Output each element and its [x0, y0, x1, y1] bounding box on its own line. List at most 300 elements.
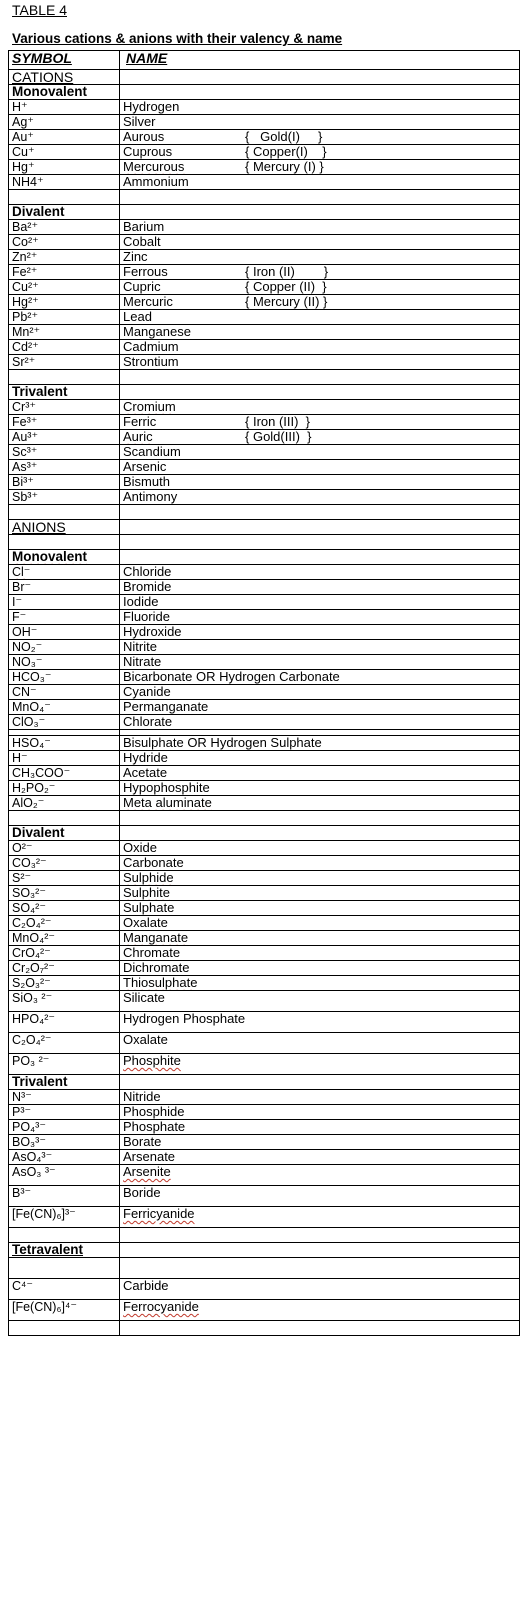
name-cell: [120, 715, 520, 730]
name-wrap: [123, 1054, 517, 1068]
name-cell: [120, 1120, 520, 1135]
name-text: Bromide: [123, 579, 172, 594]
name-text: Silicate: [123, 990, 165, 1005]
symbol-cell: [9, 220, 120, 235]
symbol-text: Cd²⁺: [12, 340, 39, 354]
symbol-cell: [9, 325, 120, 340]
table-row: [9, 220, 520, 235]
table-row: [9, 595, 520, 610]
symbol-cell: [9, 1150, 120, 1165]
name-cell: [120, 145, 520, 160]
name-text: Arsenate: [123, 1149, 176, 1164]
name-text: Permanganate: [123, 699, 209, 714]
symbol-text: Cr³⁺: [12, 400, 36, 414]
symbol-cell: [9, 916, 120, 931]
symbol-text: ClO₃⁻: [12, 715, 46, 729]
table-row: [9, 1090, 520, 1105]
name-text: Cadmium: [123, 339, 179, 354]
symbol-text: S²⁻: [12, 871, 32, 885]
symbol-text: Zn²⁺: [12, 250, 38, 264]
name-wrap: [123, 310, 517, 324]
name-cell: [120, 235, 520, 250]
name-text: Antimony: [123, 489, 178, 504]
table-row: [9, 751, 520, 766]
table-row: [9, 1207, 520, 1228]
name-cell: [120, 295, 520, 310]
name-cell: [120, 916, 520, 931]
name-text: Hydrogen Phosphate: [123, 1011, 246, 1026]
name-cell: [120, 1105, 520, 1120]
symbol-cell: [9, 625, 120, 640]
name-cell: [120, 856, 520, 871]
table-row: [9, 736, 520, 751]
name-text: Bismuth: [123, 474, 170, 489]
name-wrap: [123, 1012, 517, 1026]
name-text: Sulphide: [123, 870, 174, 885]
group-row: [9, 385, 520, 400]
symbol-text: H⁺: [12, 100, 28, 114]
name-wrap: [123, 220, 517, 234]
name-cell: [120, 751, 520, 766]
table-row: [9, 871, 520, 886]
group-row: [9, 826, 520, 841]
symbol-text: MnO₄⁻: [12, 700, 51, 714]
symbol-text: Trivalent: [12, 1074, 68, 1089]
symbol-cell: [9, 70, 120, 85]
symbol-cell: [9, 385, 120, 400]
name-wrap: [123, 946, 517, 960]
name-text: Manganate: [123, 930, 189, 945]
symbol-cell: [9, 490, 120, 505]
symbol-cell: [9, 1321, 120, 1336]
name-cell: [120, 520, 520, 535]
symbol-cell: [9, 1120, 120, 1135]
table-row: [9, 781, 520, 796]
name-text: Sulphite: [123, 885, 170, 900]
symbol-cell: [9, 811, 120, 826]
name-cell: [120, 280, 520, 295]
name-cell: [120, 991, 520, 1012]
name-cell: [120, 1258, 520, 1279]
section-row: [9, 70, 520, 85]
table-row: [9, 1186, 520, 1207]
name-cell: [120, 325, 520, 340]
symbol-cell: [9, 235, 120, 250]
name-wrap: [123, 916, 517, 930]
name-text: Manganese: [123, 324, 191, 339]
name-wrap: [123, 976, 517, 990]
alternate-name: { Copper(I) }: [245, 144, 327, 159]
name-wrap: [123, 580, 517, 594]
name-cell: [120, 811, 520, 826]
symbol-text: C₂O₄²⁻: [12, 1033, 52, 1047]
symbol-cell: [9, 1105, 120, 1120]
symbol-text: SiO₃ ²⁻: [12, 991, 53, 1005]
symbol-cell: [9, 115, 120, 130]
name-text: Auric: [123, 429, 153, 444]
name-cell: [120, 130, 520, 145]
blank-row: [9, 190, 520, 205]
symbol-text: Pb²⁺: [12, 310, 39, 324]
name-wrap: [123, 460, 517, 474]
name-cell: [120, 946, 520, 961]
table-caption: Various cations & anions with their valency & name: [12, 31, 343, 46]
name-cell: [120, 670, 520, 685]
symbol-cell: [9, 130, 120, 145]
symbol-cell: [9, 460, 120, 475]
name-text: Ferrocyanide: [123, 1299, 199, 1314]
name-wrap: [123, 1300, 517, 1314]
symbol-text: Cl⁻: [12, 565, 31, 579]
blank-row: [9, 370, 520, 385]
table-row: [9, 946, 520, 961]
name-cell: [120, 961, 520, 976]
name-text: Zinc: [123, 249, 148, 264]
name-text: Ferric: [123, 414, 157, 429]
symbol-cell: [9, 976, 120, 991]
name-cell: [120, 220, 520, 235]
symbol-text: PO₃ ²⁻: [12, 1054, 50, 1068]
name-text: Oxalate: [123, 915, 168, 930]
symbol-text: Trivalent: [12, 384, 68, 399]
table-row: [9, 1300, 520, 1321]
symbol-text: Fe³⁺: [12, 415, 38, 429]
table-row: [9, 355, 520, 370]
symbol-text: AsO₃ ³⁻: [12, 1165, 56, 1179]
table-row: [9, 841, 520, 856]
symbol-text: Monovalent: [12, 549, 88, 564]
symbol-cell: [9, 265, 120, 280]
table-row: [9, 160, 520, 175]
name-cell: [120, 1228, 520, 1243]
name-cell: [120, 265, 520, 280]
table-row: [9, 700, 520, 715]
name-wrap: [123, 280, 517, 294]
name-text: Hydride: [123, 750, 168, 765]
name-cell: [120, 475, 520, 490]
name-cell: [120, 1012, 520, 1033]
name-wrap: [123, 430, 517, 444]
name-cell: [120, 700, 520, 715]
symbol-text: AsO₄³⁻: [12, 1150, 53, 1164]
symbol-cell: [9, 475, 120, 490]
table-row: [9, 1105, 520, 1120]
symbol-cell: [9, 1075, 120, 1090]
name-wrap: [123, 886, 517, 900]
name-cell: [120, 655, 520, 670]
table-row: [9, 415, 520, 430]
name-text: Chromate: [123, 945, 181, 960]
symbol-text: PO₄³⁻: [12, 1120, 46, 1134]
symbol-text: BO₃³⁻: [12, 1135, 46, 1149]
name-cell: [120, 826, 520, 841]
name-text: Carbonate: [123, 855, 184, 870]
symbol-cell: [9, 1033, 120, 1054]
table-row: [9, 1120, 520, 1135]
name-text: Bisulphate OR Hydrogen Sulphate: [123, 735, 322, 750]
symbol-text: As³⁺: [12, 460, 38, 474]
name-wrap: [123, 415, 517, 429]
name-cell: [120, 1207, 520, 1228]
name-wrap: [123, 295, 517, 309]
symbol-cell: [9, 856, 120, 871]
name-cell: [120, 250, 520, 265]
name-wrap: [123, 175, 517, 189]
symbol-cell: [9, 610, 120, 625]
symbol-text: CH₃COO⁻: [12, 766, 71, 780]
blank-row: [9, 1321, 520, 1336]
symbol-cell: [9, 826, 120, 841]
symbol-cell: [9, 160, 120, 175]
name-text: Strontium: [123, 354, 179, 369]
table-row: [9, 655, 520, 670]
table-row: [9, 145, 520, 160]
name-text: Cyanide: [123, 684, 171, 699]
symbol-cell: [9, 841, 120, 856]
table-row: [9, 1135, 520, 1150]
section-row: [9, 1243, 520, 1258]
name-cell: [120, 1243, 520, 1258]
symbol-cell: [9, 715, 120, 730]
symbol-text: NH4⁺: [12, 175, 44, 189]
symbol-cell: [9, 370, 120, 385]
symbol-text: Au³⁺: [12, 430, 39, 444]
blank-row: [9, 811, 520, 826]
name-cell: [120, 490, 520, 505]
name-wrap: [123, 490, 517, 504]
name-wrap: [123, 901, 517, 915]
name-cell: [120, 1075, 520, 1090]
table-row: [9, 991, 520, 1012]
name-cell: [120, 445, 520, 460]
table-title: TABLE 4: [12, 2, 67, 18]
name-cell: [120, 175, 520, 190]
table-row: [9, 976, 520, 991]
symbol-cell: [9, 1300, 120, 1321]
name-wrap: [123, 400, 517, 414]
alternate-name: { Copper (II) }: [245, 279, 327, 294]
symbol-text: NO₃⁻: [12, 655, 43, 669]
name-text: Fluoride: [123, 609, 170, 624]
symbol-text: Fe²⁺: [12, 265, 38, 279]
name-wrap: [123, 235, 517, 249]
name-wrap: [123, 160, 517, 174]
symbol-cell: [9, 550, 120, 565]
table-row: [9, 640, 520, 655]
name-wrap: [123, 130, 517, 144]
symbol-text: Cr₂O₇²⁻: [12, 961, 55, 975]
table-row: [9, 1258, 520, 1279]
name-text: Ferrous: [123, 264, 168, 279]
name-wrap: [123, 565, 517, 579]
table-row: [9, 265, 520, 280]
name-cell: [120, 355, 520, 370]
table-row: [9, 430, 520, 445]
name-text: Ferricyanide: [123, 1206, 195, 1221]
symbol-text: B³⁻: [12, 1186, 32, 1200]
name-text: Arsenite: [123, 1164, 171, 1179]
name-wrap: [123, 871, 517, 885]
name-wrap: [123, 1090, 517, 1104]
table-row: [9, 280, 520, 295]
name-cell: [120, 550, 520, 565]
table-row: [9, 670, 520, 685]
table-row: [9, 1054, 520, 1075]
name-cell: [120, 115, 520, 130]
table-row: [9, 961, 520, 976]
table-row: [9, 685, 520, 700]
name-wrap: [123, 475, 517, 489]
name-text: Borate: [123, 1134, 162, 1149]
symbol-cell: [9, 886, 120, 901]
name-text: Silver: [123, 114, 156, 129]
group-row: [9, 550, 520, 565]
name-cell: [120, 430, 520, 445]
name-cell: [120, 565, 520, 580]
name-wrap: [123, 736, 517, 750]
symbol-cell: [9, 670, 120, 685]
name-cell: [120, 625, 520, 640]
symbol-text: Hg²⁺: [12, 295, 39, 309]
symbol-cell: [9, 190, 120, 205]
table-row: [9, 175, 520, 190]
symbol-cell: [9, 295, 120, 310]
symbol-cell: [9, 355, 120, 370]
symbol-cell: [9, 931, 120, 946]
symbol-text: Cu⁺: [12, 145, 35, 159]
symbol-text: Sr²⁺: [12, 355, 36, 369]
name-cell: [120, 310, 520, 325]
name-text: Lead: [123, 309, 152, 324]
symbol-cell: [9, 1207, 120, 1228]
name-cell: [120, 796, 520, 811]
symbol-cell: [9, 445, 120, 460]
name-wrap: [123, 715, 517, 729]
name-cell: [120, 85, 520, 100]
table-row: [9, 916, 520, 931]
table-row: [9, 445, 520, 460]
symbol-cell: [9, 1165, 120, 1186]
name-wrap: [123, 655, 517, 669]
table-row: [9, 310, 520, 325]
table-row: [9, 580, 520, 595]
symbol-cell: [9, 766, 120, 781]
table-row: [9, 130, 520, 145]
name-text: Barium: [123, 219, 165, 234]
table-row: [9, 250, 520, 265]
name-cell: [120, 640, 520, 655]
symbol-text: Divalent: [12, 204, 65, 219]
name-wrap: [123, 685, 517, 699]
name-text: Chlorate: [123, 714, 173, 729]
name-text: Cromium: [123, 399, 176, 414]
name-wrap: [123, 1150, 517, 1164]
name-wrap: [123, 751, 517, 765]
name-cell: [120, 766, 520, 781]
symbol-cell: [9, 796, 120, 811]
name-text: Phosphide: [123, 1104, 185, 1119]
symbol-cell: [9, 655, 120, 670]
name-text: Meta aluminate: [123, 795, 212, 810]
name-cell: [120, 931, 520, 946]
name-wrap: [123, 1186, 517, 1200]
symbol-cell: [9, 205, 120, 220]
table-row: [9, 100, 520, 115]
name-text: Cupric: [123, 279, 161, 294]
symbol-cell: [9, 991, 120, 1012]
symbol-text: O²⁻: [12, 841, 33, 855]
name-wrap: [123, 250, 517, 264]
symbol-text: Hg⁺: [12, 160, 35, 174]
symbol-text: OH⁻: [12, 625, 38, 639]
symbol-text: C⁴⁻: [12, 1279, 33, 1293]
name-cell: [120, 685, 520, 700]
name-wrap: [123, 1105, 517, 1119]
symbol-cell: [9, 781, 120, 796]
name-wrap: [123, 115, 517, 129]
table-row: [9, 490, 520, 505]
table-row: [9, 1165, 520, 1186]
name-text: Bicarbonate OR Hydrogen Carbonate: [123, 669, 340, 684]
name-wrap: [123, 100, 517, 114]
name-wrap: [123, 340, 517, 354]
symbol-text: Bi³⁺: [12, 475, 34, 489]
name-cell: [120, 370, 520, 385]
alternate-name: { Mercury (I) }: [245, 159, 324, 174]
name-wrap: [123, 640, 517, 654]
symbol-cell: [9, 175, 120, 190]
name-text: Oxide: [123, 840, 157, 855]
name-text: Carbide: [123, 1278, 169, 1293]
symbol-cell: [9, 280, 120, 295]
symbol-cell: [9, 505, 120, 520]
name-wrap: [123, 961, 517, 975]
name-text: Dichromate: [123, 960, 190, 975]
blank-row: [9, 535, 520, 550]
name-cell: [120, 1150, 520, 1165]
symbol-text: [Fe(CN)₆]⁴⁻: [12, 1300, 77, 1314]
symbol-cell: [9, 685, 120, 700]
table-row: [9, 625, 520, 640]
symbol-cell: [9, 751, 120, 766]
table-row: [9, 715, 520, 730]
name-text: Chloride: [123, 564, 172, 579]
table-row: [9, 1012, 520, 1033]
name-wrap: [123, 1135, 517, 1149]
name-wrap: [123, 670, 517, 684]
name-wrap: [123, 265, 517, 279]
symbol-cell: [9, 340, 120, 355]
table-row: [9, 901, 520, 916]
name-wrap: [123, 841, 517, 855]
symbol-text: CN⁻: [12, 685, 37, 699]
symbol-cell: [9, 961, 120, 976]
name-wrap: [123, 766, 517, 780]
symbol-text: CATIONS: [12, 69, 74, 85]
ions-table: [8, 50, 520, 1336]
symbol-cell: [9, 736, 120, 751]
name-cell: [120, 415, 520, 430]
name-text: Mercuric: [123, 294, 173, 309]
name-text: Cobalt: [123, 234, 161, 249]
symbol-text: Mn²⁺: [12, 325, 41, 339]
name-text: Thiosulphate: [123, 975, 198, 990]
name-cell: [120, 505, 520, 520]
name-cell: [120, 340, 520, 355]
symbol-text: MnO₄²⁻: [12, 931, 55, 945]
symbol-text: ANIONS: [12, 519, 66, 535]
name-wrap: [123, 145, 517, 159]
